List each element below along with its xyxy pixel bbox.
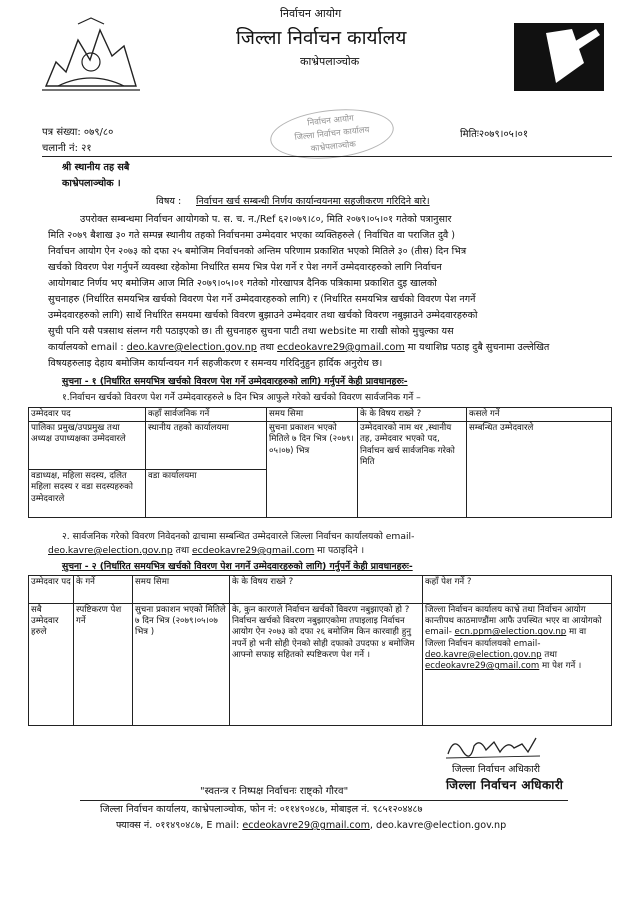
where-suffix: मा पेश गर्ने । — [542, 661, 582, 672]
body-line: निर्वाचन आयोग ऐन २०७३ को दफा २५ बमोजिम निर्वाचनको अन्तिम परिणाम प्रकाशित भएको मितिले ३० (तीस) दिन भित्र — [48, 246, 467, 257]
subject-text: निर्वाचन खर्च सम्बन्धी निर्णय कार्यान्वयनमा सहजीकरण गरिदिने बारे। — [196, 196, 430, 207]
notice1-heading: सुचना - १ (निर्धारित समयभित्र खर्चको विवरण पेश गर्ने उम्मेदवारहरुको लागि) गर्नुपर्ने केही प्रावधानहरुः- — [62, 376, 408, 387]
stamp-line: निर्वाचन आयोग — [306, 112, 355, 128]
table-cell: सबै उम्मेदवार हरुले — [29, 604, 74, 726]
dispatch-number: चलानी नं: २१ — [42, 143, 92, 154]
table-header: समय सिमा — [267, 408, 358, 422]
commission-name: निर्वाचन आयोग — [280, 7, 342, 20]
election-commission-logo — [514, 23, 604, 91]
email-link[interactable]: ecdeokavre29@gmail.com — [192, 545, 315, 556]
notice1-point2-suffix: मा पठाइदिने । — [317, 545, 365, 556]
notice2-heading: सुचना - २ (निर्धारित समयभित्र खर्चको विवरण पेश नगर्ने उम्मेदवारहरुको लागि) गर्नुपर्ने केही प्रावधानहरुः- — [62, 561, 413, 572]
email-link[interactable]: ecdeokavre29@gmail.com — [425, 661, 540, 672]
email-link[interactable]: deo.kavre@election.gov.np — [126, 342, 257, 353]
body-line: आयोगबाट निर्णय भए बमोजिम आज मिति २०७९।०५।०१ गतेको गोरखापत्र दैनिक पत्रिकामा प्रकाशित दुइ खालको — [48, 278, 437, 289]
office-location: काभ्रेपलाञ्चोक — [300, 55, 360, 68]
body-email-suffix: मा यथाशिघ्र पठाइ दुबै सुचनामा उल्लेखित — [407, 342, 550, 353]
where-mid: तथा — [544, 649, 557, 660]
table-header: कहाँ सार्वजनिक गर्ने — [146, 408, 267, 422]
letter-number: पत्र संख्या: ०७९/८० — [42, 127, 114, 138]
office-name: जिल्ला निर्वाचन कार्यालय — [236, 27, 407, 49]
table-cell: के, कुन कारणले निर्वाचन खर्चको विवरण नबुझाएको हो ? निर्वाचन खर्चको विवरण नबुझाएकोमा तपाइलाइ निर्वाचन आयोग ऐन २०७३ को दफा २६ बमोजिम किन कारवाही हुनु नपर्ने हो भनी सोही ऐनको सोही दफाको उपदफा ४ बमोजिम आफ्नो सफाइ सहितको स्पष्टिकरण पेश गर्ने । — [230, 604, 423, 726]
table-cell: पालिका प्रमुख/उपप्रमुख तथा अध्यक्ष उपाध्यक्षका उम्मेदवारले — [29, 422, 146, 470]
email-link[interactable]: , deo.kavre@election.gov.np — [369, 820, 507, 831]
body-line: सुचनाहरु (निर्धारित समयभित्र खर्चको विवरण पेश गर्ने उम्मेदवारहरुको लागि) र (निर्धारित समयभित्र खर्चको विवरण पेश नगर्ने — [48, 294, 476, 305]
table-header: उम्मेदवार पद — [29, 576, 74, 604]
table-header: के के विषय राख्ने ? — [230, 576, 423, 604]
table-cell: स्पष्टिकरण पेश गर्ने — [74, 604, 133, 726]
table-header: कहाँ पेश गर्ने ? — [423, 576, 612, 604]
table-cell: स्थानीय तहको कार्यालयमा — [146, 422, 267, 470]
table-header: कसले गर्ने — [467, 408, 612, 422]
where-text-2: मा वा जिल्ला निर्वाचन कार्यालयको email- — [425, 627, 587, 649]
body-email-line — [48, 342, 549, 354]
table-cell — [423, 604, 612, 726]
table-cell: वडाध्यक्ष, महिला सदस्य, दलित महिला सदस्य र वडा सदस्यहरुको उम्मेदवारले — [29, 470, 146, 518]
notice1-point1: १.निर्वाचन खर्चको विवरण पेश गर्ने उम्मेदवारहरुले ७ दिन भित्र आफुले गरेको खर्चको विवरण सार्वजनिक गर्ने – — [62, 392, 421, 403]
body-line: खर्चको विवरण पेश गर्नुपर्ने व्यवस्था रहेकोमा निर्धारित समय भित्र पेश गर्ने र पेश नगर्ने उम्मेदवारहरुको लागि निर्वाचन — [48, 262, 442, 273]
email-link[interactable]: ecdeokavre29@gmail.com — [242, 820, 370, 831]
stamp-line: जिल्ला निर्वाचन कार्यालय — [294, 124, 370, 142]
ballot-icon — [514, 23, 604, 91]
handwritten-signature — [444, 732, 544, 762]
table-cell: सम्बन्धित उम्मेदवारले — [467, 422, 612, 518]
subject-label: विषय : — [156, 196, 182, 207]
signatory-stamp: जिल्ला निर्वाचन अधिकारी — [446, 778, 564, 792]
table-cell: वडा कार्यालयमा — [146, 470, 267, 518]
letter-date: मितिः२०७९।०५।०१ — [460, 129, 529, 140]
table-cell: सुचना प्रकाशन भएको मितिले ७ दिन भित्र (२०७९।०५।०७) भित्र — [267, 422, 358, 518]
body-line: मिति २०७९ बैशाख ३० गते सम्पन्न स्थानीय तहको निर्वाचनमा उम्मेदवार भएका व्यक्तिहरुले ( निर्वाचित वा पराजित दुवै ) — [48, 230, 456, 241]
table-header: समय सिमा — [133, 576, 230, 604]
table-header: के के विषय राख्ने ? — [358, 408, 467, 422]
notice1-table — [28, 407, 612, 518]
notice2-table — [28, 575, 612, 726]
table-header: उम्मेदवार पद — [29, 408, 146, 422]
table-cell: उम्मेदवारको नाम थर ,स्थानीय तह, उम्मेदवार भएको पद, निर्वाचन खर्च सार्वजनिक गरेको मिति — [358, 422, 467, 518]
footer-divider — [80, 800, 568, 801]
signatory-title: जिल्ला निर्वाचन अधिकारी — [452, 764, 541, 775]
stamp-line: काभ्रेपलाञ्चोक — [310, 138, 357, 154]
email-link[interactable]: ecn.ppm@election.gov.np — [454, 627, 567, 638]
notice1-point2: २. सार्वजनिक गरेको विवरण निवेदनको ढाचामा सम्बन्धित उम्मेदवारले जिल्ला निर्वाचन कार्यालयको email- — [62, 531, 415, 542]
table-cell: सुचना प्रकाशन भएको मितिले ७ दिन भित्र (२०७९।०५।०७ भित्र ) — [133, 604, 230, 726]
where-text: जिल्ला निर्वाचन कार्यालय काभ्रे तथा निर्वाचन आयोग कान्तीपथ काठमाण्डौंमा आफै उपस्थित भएर वा आयोगको email- — [425, 605, 602, 638]
recipient-location: काभ्रेपलाञ्चोक । — [62, 178, 121, 189]
recipient-line: श्री स्थानीय तह सबै — [62, 162, 130, 173]
body-line: विषयहरुलाइ देहाय बमोजिम कार्यान्वयन गर्न सहजीकरण र समन्वय गरिदिनुहुन हार्दिक अनुरोध छ। — [48, 358, 383, 369]
email-link[interactable]: ecdeokavre29@gmail.com — [277, 342, 405, 353]
table-header: के गर्ने — [74, 576, 133, 604]
header-divider — [42, 156, 612, 157]
email-link[interactable]: deo.kavre@election.gov.np — [425, 649, 542, 660]
footer-contact — [116, 820, 506, 832]
body-line: सुची पनि यसै पत्रसाथ संलग्न गरी पठाइएको छ। ती सुचनाहरु सुचना पाटी तथा website मा राखी सोको मुचुल्का यस — [48, 326, 454, 337]
body-line: उम्मेदवारहरुको लागि) सार्थे निर्धारित समयमा खर्चको विवरण बुझाउने उम्मेदवार तथा खर्चको विवरण नबुझाउने उम्मेदवारहरुको — [48, 310, 478, 321]
notice1-point2-mid: तथा — [175, 545, 190, 556]
body-line: उपरोक्त सम्बन्धमा निर्वाचन आयोगको प. स. च. न./Ref ६२।०७९।८०, मिति २०७९।०५।०१ गतेको पत्रानुसार — [80, 214, 452, 225]
footer-fax: फ्याक्स नं. ०११४९०४८७, E mail: — [116, 820, 240, 831]
footer-motto: "स्वतन्त्र र निष्पक्ष निर्वाचनः राष्ट्को गौरव" — [200, 786, 349, 797]
email-link[interactable]: deo.kavre@election.gov.np — [48, 545, 173, 556]
body-email-mid: तथा — [259, 342, 275, 353]
nepal-emblem-icon — [38, 16, 144, 94]
footer-address: जिल्ला निर्वाचन कार्यालय, काभ्रेपलाञ्चोक, फोन नं: ०११४९०४८७, मोबाइल नं. ९८५१२०४४८७ — [100, 804, 423, 815]
body-email-prefix: कार्यालयको email : — [48, 342, 124, 353]
notice1-point2-emails — [48, 545, 364, 557]
